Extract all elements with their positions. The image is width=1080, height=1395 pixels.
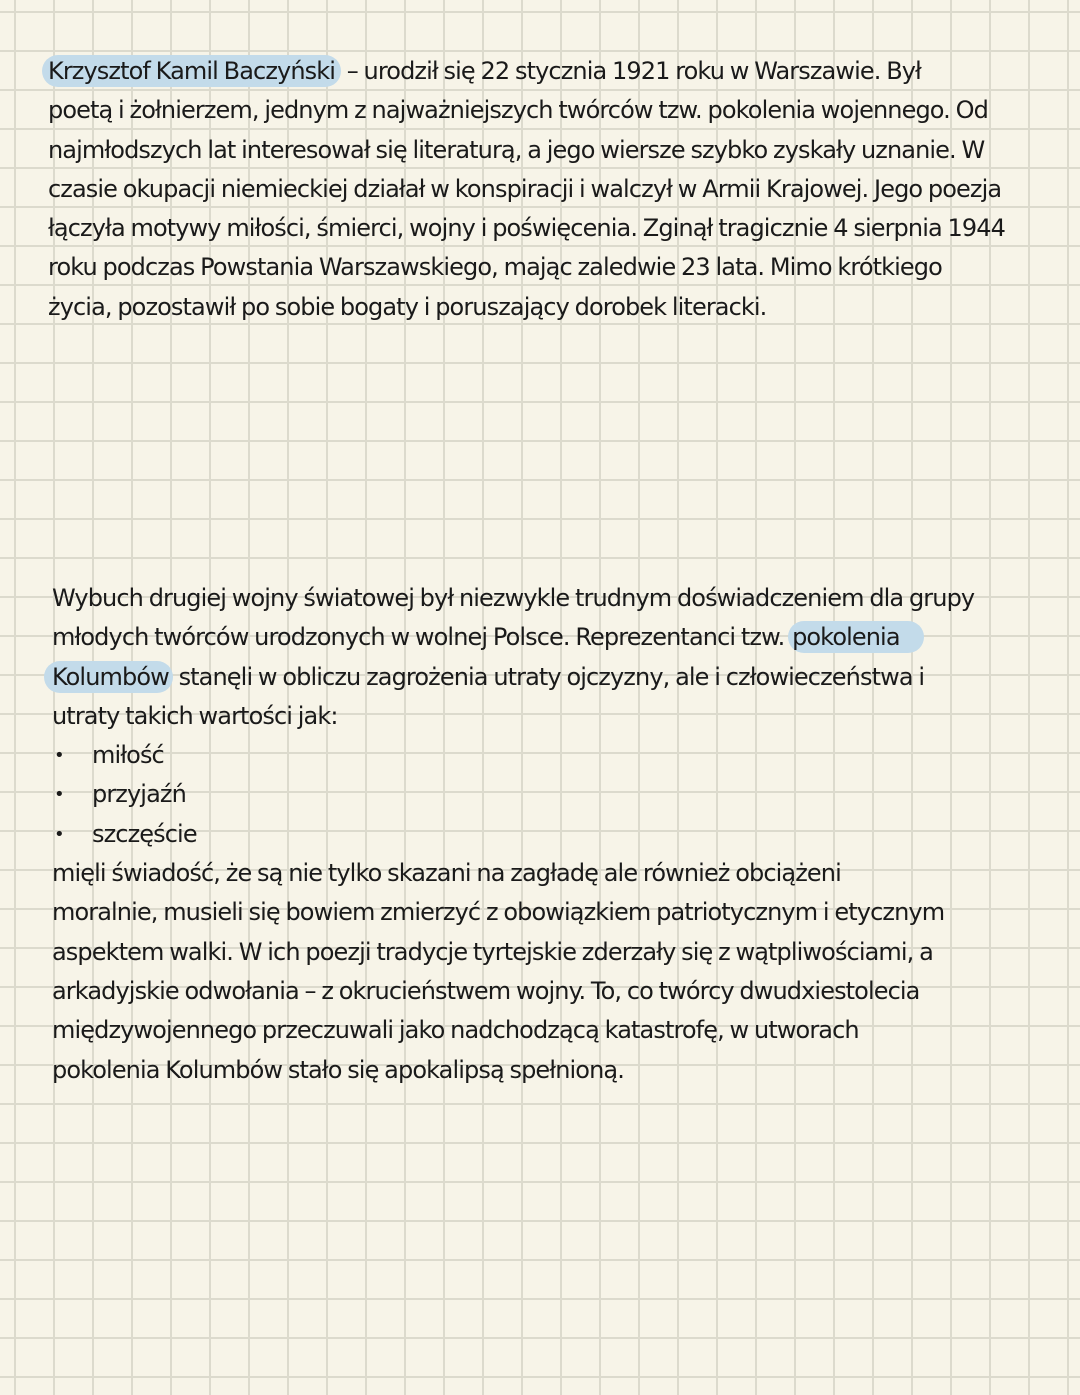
text-line: roku podczas Powstania Warszawskiego, mając zaledwie 23 lata. Mimo krótkiego <box>48 253 942 282</box>
text-line: pokolenia Kolumbów stało się apokalipsą spełnioną. <box>52 1055 624 1084</box>
text-line: aspektem walki. W ich poezji tradycje tyrtejskie zderzały się z wątpliwościami, a <box>52 937 933 966</box>
text-line: utraty takich wartości jak: <box>52 701 338 730</box>
text-line: najmłodszych lat interesował się literaturą, a jego wiersze szybko zyskały uznanie. W <box>48 135 985 164</box>
text-segment: – urodził się 22 stycznia 1921 roku w Warszawie. Był <box>341 57 921 85</box>
text-line: międzywojennego przeczuwali jako nadchodzącą katastrofę, w utworach <box>52 1016 859 1045</box>
list-item-text: przyjaźń <box>92 780 186 809</box>
text-line: moralnie, musieli się bowiem zmierzyć z obowiązkiem patriotycznym i etycznym <box>52 898 945 927</box>
text-line: arkadyjskie odwołania – z okrucieństwem wojny. To, co twórcy dwudxiestolecia <box>52 976 920 1005</box>
values-list <box>52 736 974 854</box>
text-line: Wybuch drugiej wojny światowej był niezwykle trudnym doświadczeniem dla grupy <box>52 584 975 612</box>
list-item-text: szczęście <box>92 819 197 848</box>
list-item <box>52 815 974 854</box>
bullet-icon: • <box>54 745 64 767</box>
text-line: życia, pozostawił po sobie bogaty i poruszający dorobek literacki. <box>48 292 767 321</box>
text-line: mięli świadość, że są nie tylko skazani na zagładę ale również obciążeni <box>52 859 841 888</box>
generation-paragraph <box>52 579 974 1090</box>
highlighted-name: Krzysztof Kamil Baczyński <box>42 55 341 87</box>
text-line: czasie okupacji niemieckiej działał w konspiracji i walczył w Armii Krajowej. Jego poezja <box>48 174 1002 203</box>
highlighted-term: pokolenia <box>788 621 924 653</box>
text-line: łączyła motywy miłości, śmierci, wojny i poświęcenia. Zginął tragicznie 4 sierpnia 1944 <box>48 214 1005 243</box>
bullet-icon: • <box>54 823 64 845</box>
list-item-text: miłość <box>92 741 164 770</box>
text-line <box>48 52 1005 91</box>
bullet-icon: • <box>54 784 64 806</box>
text-line <box>52 618 974 657</box>
list-item <box>52 775 974 814</box>
highlighted-term: Kolumbów <box>44 661 173 693</box>
biography-paragraph <box>48 52 1005 327</box>
list-item <box>52 736 974 775</box>
text-line <box>52 658 974 697</box>
text-line: poetą i żołnierzem, jednym z najważniejszych twórców tzw. pokolenia wojennego. Od <box>48 96 988 125</box>
text-segment: stanęli w obliczu zagrożenia utraty ojczyzny, ale i człowieczeństwa i <box>172 662 925 691</box>
text-segment: młodych twórców urodzonych w wolnej Polsce. Reprezentanci tzw. <box>52 623 785 652</box>
